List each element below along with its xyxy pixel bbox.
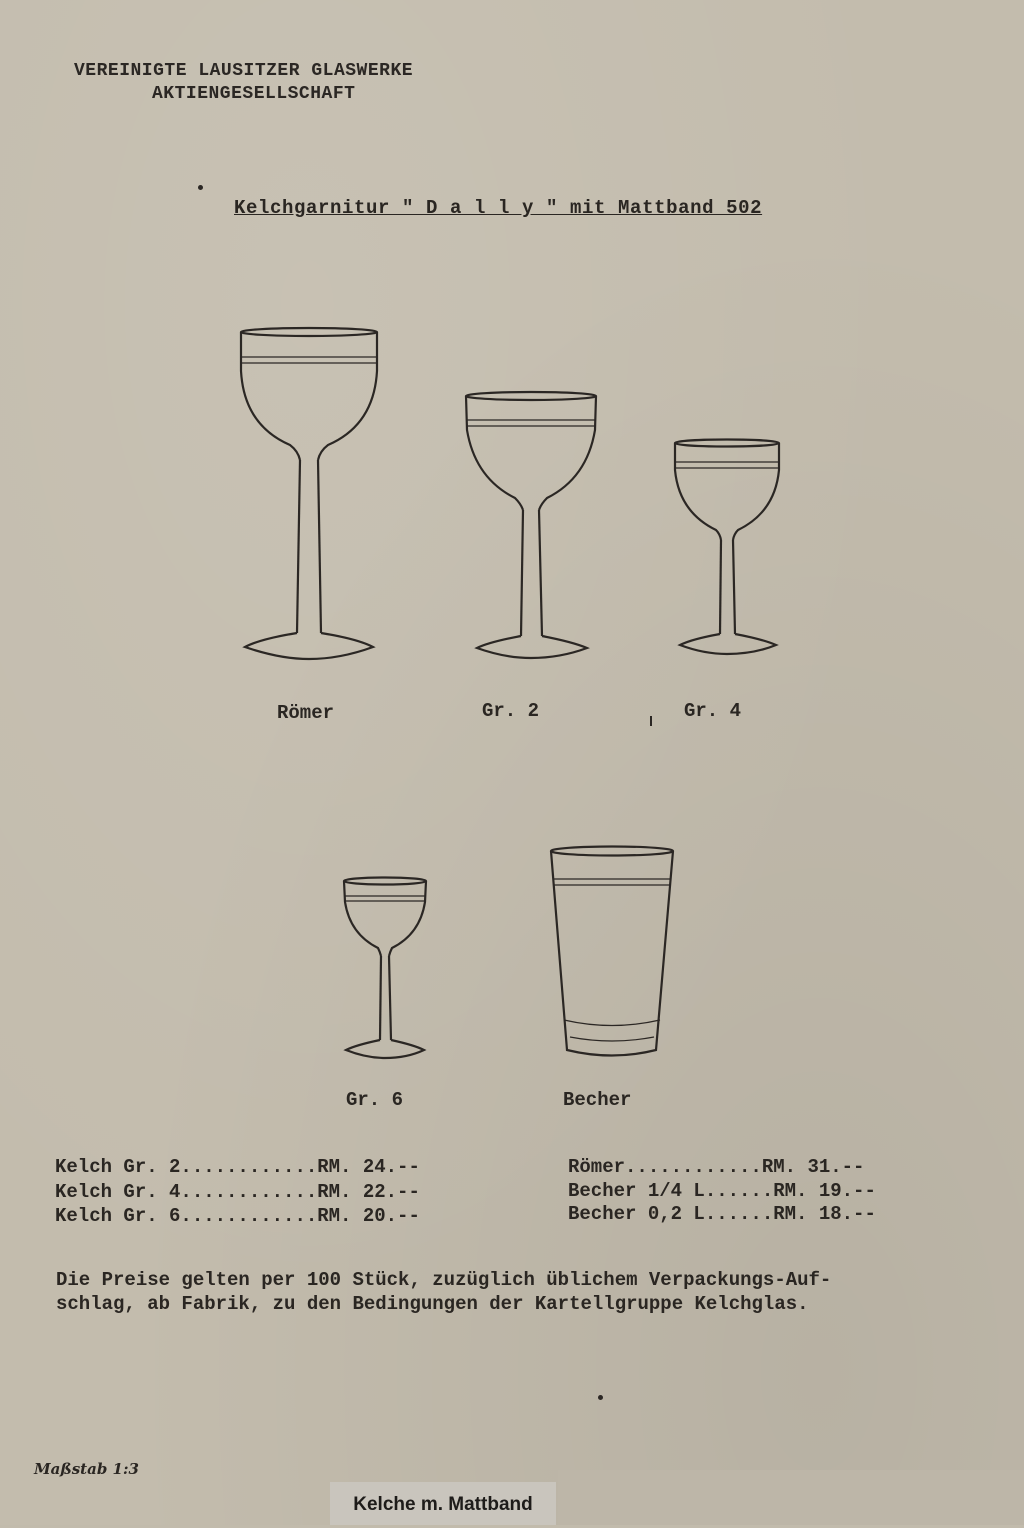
price-note-line2: schlag, ab Fabrik, zu den Bedingungen der Kartellgruppe Kelchglas. [56, 1293, 809, 1315]
ink-dot [198, 185, 203, 190]
category-tab: Kelche m. Mattband [330, 1482, 556, 1525]
gr2-glass-drawing [465, 390, 600, 665]
company-legal-form: AKTIENGESELLSCHAFT [152, 84, 356, 104]
becher-drawing [550, 845, 676, 1060]
page-title: Kelchgarnitur " D a l l y " mit Mattband 502 [234, 197, 763, 219]
scale-note: Maßstab 1:3 [34, 1460, 139, 1478]
price-note-line1: Die Preise gelten per 100 Stück, zuzüglich üblichem Verpackungs-Auf- [56, 1269, 832, 1291]
price-kelch-gr6: Kelch Gr. 6............RM. 20.-- [55, 1205, 420, 1227]
gr4-glass-drawing [674, 438, 782, 660]
company-name: VEREINIGTE LAUSITZER GLASWERKE [74, 61, 414, 81]
price-kelch-gr2: Kelch Gr. 2............RM. 24.-- [55, 1156, 420, 1178]
gr4-label: Gr. 4 [684, 700, 742, 722]
price-kelch-gr4: Kelch Gr. 4............RM. 22.-- [55, 1181, 420, 1203]
roemer-label: Römer [277, 702, 335, 724]
ink-dot [598, 1395, 603, 1400]
gr2-label: Gr. 2 [482, 700, 540, 722]
price-note [56, 1268, 831, 1316]
price-roemer: Römer............RM. 31.-- [568, 1156, 865, 1178]
gr6-glass-drawing [342, 876, 430, 1060]
becher-label: Becher [563, 1089, 632, 1111]
roemer-glass-drawing [240, 325, 380, 665]
price-becher-02: Becher 0,2 L......RM. 18.-- [568, 1203, 876, 1225]
ink-mark [650, 716, 652, 726]
price-becher-quarter: Becher 1/4 L......RM. 19.-- [568, 1180, 876, 1202]
gr6-label: Gr. 6 [346, 1089, 404, 1111]
page-edge-strip [558, 1470, 1024, 1525]
